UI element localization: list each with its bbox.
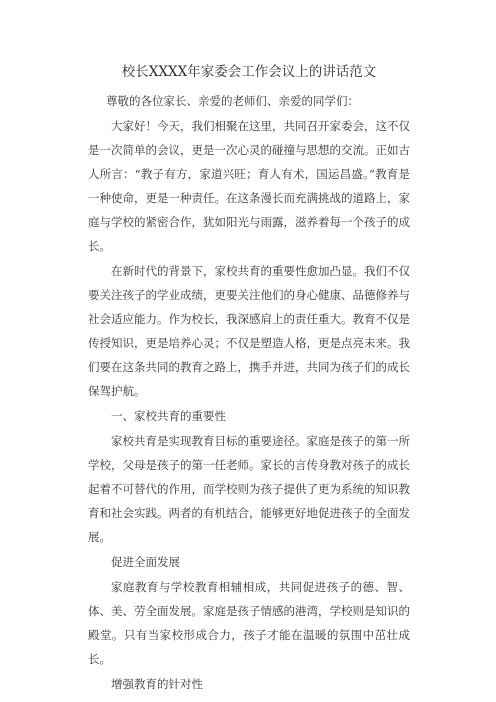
subheading-comprehensive-development: 促进全面发展: [111, 555, 180, 569]
subparagraph-comprehensive-development: 家庭教育与学校教育相辅相成，共同促进孩子的德、智、体、美、劳全面发展。家庭是孩子情感的港湾，学校则是知识的殿堂。只有当家校形成合力，孩子才能在温暖的氛围中茁壮成长。: [88, 580, 410, 666]
document-title: 校长XXXX年家委会工作会议上的讲话范文: [121, 64, 377, 80]
section-paragraph-1: 家校共育是实现教育目标的重要途径。家庭是孩子的第一所学校，父母是孩子的第一任老师。家长的言传身教对孩子的成长起着不可替代的作用，而学校则为孩子提供了更为系统的知识教育和社会实践。两者的有机结合，能够更好地促进孩子的全面发展。: [88, 434, 410, 544]
document-body: [88, 62, 410, 697]
paragraph-new-era: 在新时代的背景下，家校共育的重要性愈加凸显。我们不仅要关注孩子的学业成绩，更要关注他们的身心健康、品德修养与社会适应能力。作为校长，我深感肩上的责任重大。教育不仅是传授知识，更是培养心灵；不仅是塑造人格，更是点亮未来。我们要在这条共同的教育之路上，携手并进，共同为孩子们的成长保驾护航。: [88, 264, 410, 398]
section-heading-1: 一、家校共育的重要性: [111, 409, 226, 423]
greeting-line: 尊敬的各位家长、亲爱的老师们、亲爱的同学们：: [106, 94, 359, 108]
paragraph-opening: 大家好！今天，我们相聚在这里，共同召开家委会，这不仅是一次简单的会议，更是一次心灵的碰撞与思想的交流。正如古人所言：“教子有方，家道兴旺；育人有术，国运昌盛。”教育是一种使命，更是一种责任。在这条漫长而充满挑战的道路上，家庭与学校的紧密合作，犹如阳光与雨露，滋养着每一个孩子的成长。: [88, 119, 410, 253]
subheading-targeted-education: 增强教育的针对性: [111, 677, 203, 691]
